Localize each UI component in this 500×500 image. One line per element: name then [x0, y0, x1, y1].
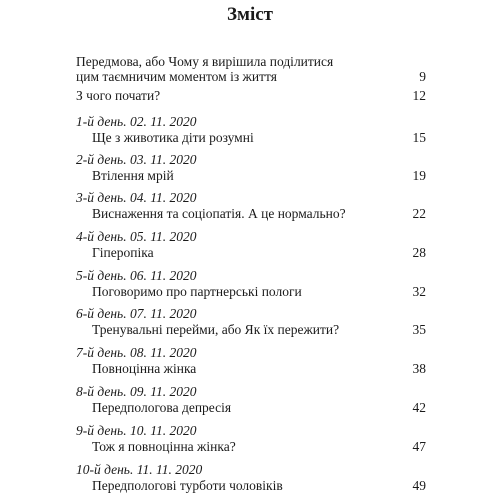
page-title: Зміст — [226, 4, 273, 25]
toc-entry-title: Передпологові турботи чоловіків — [92, 478, 283, 493]
toc-entry-title: Ще з животика діти розумні — [92, 130, 254, 145]
toc-entry-date: 2-й день. 03. 11. 2020 — [76, 152, 197, 167]
toc-entry-title: Втілення мрій — [92, 168, 174, 183]
toc-entry-date: 1-й день. 02. 11. 2020 — [76, 114, 197, 129]
toc-page-number: 38 — [412, 361, 426, 376]
toc-entry-title: Передпологова депресія — [92, 400, 232, 415]
toc-entry-title: Тож я повноцінна жінка? — [92, 439, 236, 454]
toc-page-number: 42 — [412, 400, 426, 415]
toc-page-number: 35 — [412, 322, 426, 337]
toc-page-number: 15 — [412, 130, 426, 145]
toc-entry-title: Повноцінна жінка — [92, 361, 197, 376]
toc-page-number: 19 — [412, 168, 426, 183]
toc-page-number: 12 — [412, 88, 426, 103]
toc-page-number: 9 — [419, 69, 426, 84]
toc-entry-date: 7-й день. 08. 11. 2020 — [76, 345, 197, 360]
toc-entry-date: 9-й день. 10. 11. 2020 — [76, 423, 197, 438]
toc-entry-title: Гіперопіка — [92, 245, 154, 260]
toc-page-number: 28 — [412, 245, 426, 260]
toc-entry-date: 8-й день. 09. 11. 2020 — [76, 384, 197, 399]
toc-entry-date: 4-й день. 05. 11. 2020 — [76, 229, 197, 244]
toc-entry-date: 6-й день. 07. 11. 2020 — [76, 306, 197, 321]
toc-page-number: 22 — [412, 206, 426, 221]
toc-entry-date: 10-й день. 11. 11. 2020 — [76, 462, 203, 477]
toc-entry-date: 3-й день. 04. 11. 2020 — [76, 190, 197, 205]
toc-page-number: 47 — [412, 439, 426, 454]
toc-entry-preface-line-2: цим таємничим моментом із життя — [76, 69, 277, 84]
toc-entry-preface-line-1: Передмова, або Чому я вирішила поділитися — [76, 54, 334, 69]
toc-entry-title: Поговоримо про партнерські пологи — [92, 284, 302, 299]
toc-page-number: 32 — [412, 284, 426, 299]
toc-entry-date: 5-й день. 06. 11. 2020 — [76, 268, 197, 283]
toc-page-number: 49 — [412, 478, 426, 493]
toc-entry-title: Тренувальні перейми, або Як їх пережити? — [92, 322, 340, 337]
toc-entry-title: Виснаження та соціопатія. А це нормально? — [92, 206, 346, 221]
toc-entry-start: З чого почати? — [76, 88, 161, 103]
